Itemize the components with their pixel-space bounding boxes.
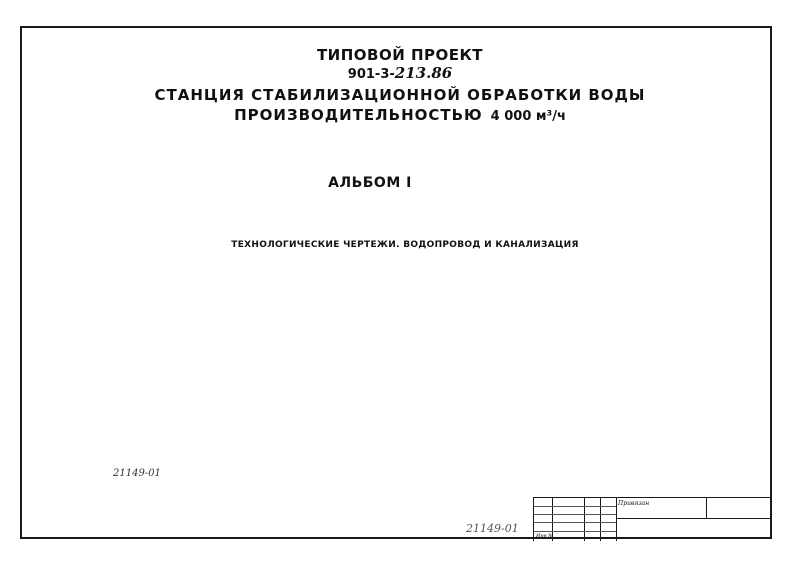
capacity-value: 4 000 м³/ч	[490, 109, 566, 124]
stamp-col-line	[616, 498, 617, 541]
stamp-row-line	[534, 514, 616, 515]
stamp-col-line	[584, 498, 585, 541]
stamp-header-text: Привязан	[618, 500, 650, 507]
stamp-col-line	[600, 498, 601, 541]
album-subject: ТЕХНОЛОГИЧЕСКИЕ ЧЕРТЕЖИ. ВОДОПРОВОД И КАНАЛИЗАЦИЯ	[231, 240, 579, 250]
project-number	[0, 64, 800, 82]
stamp-col-line	[706, 498, 707, 519]
project-series: ТИПОВОЙ ПРОЕКТ	[316, 46, 484, 64]
stamp-row-line	[534, 531, 616, 532]
title-line-2	[0, 106, 800, 124]
project-number-handwritten: 213.86	[394, 64, 453, 82]
stamp-row-line	[534, 506, 616, 507]
title-block-stamp	[533, 497, 771, 541]
stamp-row-line	[534, 522, 616, 523]
title-line-2-text: ПРОИЗВОДИТЕЛЬНОСТЬЮ	[234, 106, 483, 124]
album-label: АЛЬБОМ I	[328, 175, 412, 191]
stamp-inventory-label: Инв №	[536, 533, 553, 539]
inventory-number-left: 21149-01	[113, 468, 161, 479]
title-line-1: СТАНЦИЯ СТАБИЛИЗАЦИОННОЙ ОБРАБОТКИ ВОДЫ	[154, 86, 646, 104]
project-number-prefix: 901-3-	[347, 67, 395, 82]
stamp-row-line	[616, 518, 771, 519]
inventory-number-bottom: 21149-01	[466, 522, 519, 535]
